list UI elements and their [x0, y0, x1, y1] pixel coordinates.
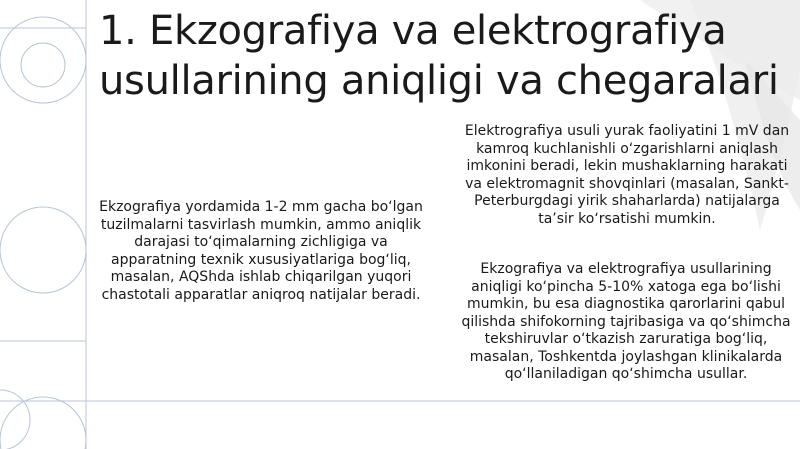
deco-circle [21, 43, 65, 87]
paragraph-right-top: Elektrografiya usuli yurak faoliyatini 1 mV dan kamroq kuchlanishli o‘zgarishlarni aniqlash imkonini beradi, lekin mushaklarning harakati va elektromagnit shovqinlari (masalan, Sankt-Peterburgdagi yirik shaharlarda) natijalarga ta’sir ko‘rsatishi mumkin. [464, 123, 790, 227]
paragraph-right-bottom: Ekzografiya va elektrografiya usullarining aniqligi ko‘pincha 5-10% xatoga ega bo‘lishi mumkin, bu esa diagnostika qarorlarini qabul qilishda shifokorning tajribasiga va qo‘shimcha tekshiruvlar o‘tkazish zaruratiga bog‘liq, masalan, Toshkentda joylashgan klinikalarda qo‘llaniladigan qo‘shimcha usullar. [461, 261, 791, 382]
deco-circle [0, 17, 86, 103]
slide-title: 1. Ekzografiya va elektrografiya usullarining aniqligi va chegaralari [99, 8, 779, 104]
paragraph-left: Ekzografiya yordamida 1-2 mm gacha bo‘lgan tuzilmalarni tasvirlash mumkin, ammo aniqlik darajasi to‘qimalarning zichligiga va apparatning texnik xususiyatlariga bog‘liq, masalan, AQShda ishlab chiqarilgan yuqori chastotali apparatlar aniqroq natijalar beradi. [99, 199, 423, 303]
deco-circle [0, 207, 86, 293]
deco-circle [0, 397, 86, 449]
deco-circle [0, 390, 30, 449]
